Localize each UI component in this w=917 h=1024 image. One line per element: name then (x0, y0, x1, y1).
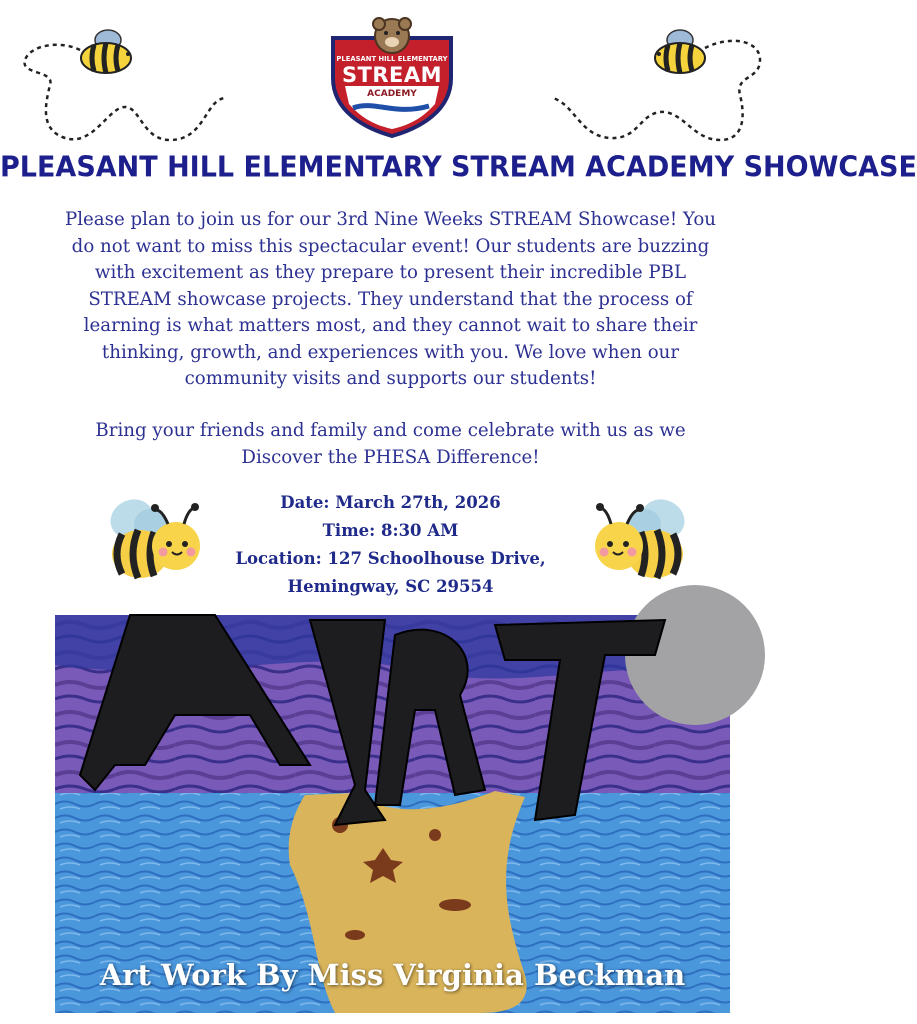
bee-flight-right (545, 20, 775, 155)
student-artwork (55, 615, 730, 1013)
bee-icon (81, 30, 131, 73)
logo-main-text: STREAM (341, 63, 443, 87)
artwork-caption: Art Work By Miss Virginia Beckman (99, 958, 686, 992)
logo-arc-text: PLEASANT HILL ELEMENTARY (336, 55, 448, 63)
event-location-line1: Location: 127 Schoolhouse Drive, (235, 549, 546, 568)
invite-paragraph: Bring your friends and family and come celebrate with us as we Discover the PHESA Difference! (95, 420, 686, 468)
intro-paragraph: Please plan to join us for our 3rd Nine Weeks STREAM Showcase! You do not want to miss this spectacular event! Our students are buzzing with excitement as they prepare to present their incredible PBL STREAM showcase projects. They understand that the process of learning is what matters most, and they cannot wait to share their thinking, growth, and experiences with you. We love when our community visits and supports our students! (64, 209, 717, 389)
cartoon-bee-right-icon (588, 494, 693, 584)
logo-sub-text: ACADEMY (367, 89, 417, 99)
school-logo (325, 16, 459, 138)
page-title: PLEASANT HILL ELEMENTARY STREAM ACADEMY SHOWCASE (0, 151, 917, 184)
bee-flight-left (10, 20, 250, 155)
event-date: Date: March 27th, 2026 (280, 493, 501, 512)
event-details (190, 489, 591, 601)
event-time: Time: 8:30 AM (322, 521, 459, 540)
bee-icon (655, 30, 705, 73)
event-location-line2: Hemingway, SC 29554 (287, 577, 494, 596)
